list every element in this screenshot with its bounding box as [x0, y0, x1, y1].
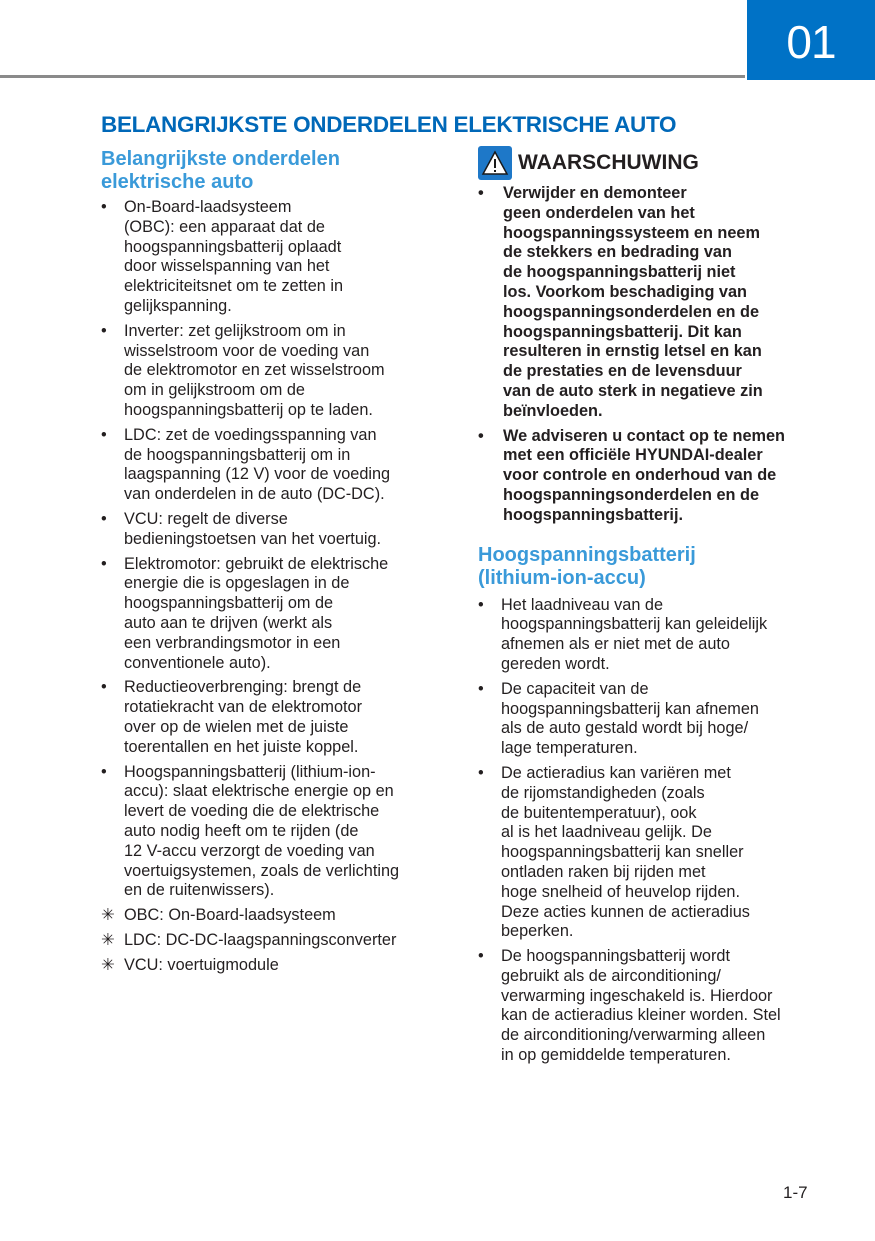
list-item-text: On-Board-laadsysteem (OBC): een apparaat dat de hoogspanningsbatterij oplaadt door wisselspanning van het elektriciteitsnet om te zetten in gelijkspanning.: [124, 198, 343, 315]
list-item: • De capaciteit van de hoogspanningsbatterij kan afnemen als de auto gestald wordt bij hoge/ lage temperaturen.: [478, 679, 759, 758]
page-title: BELANGRIJKSTE ONDERDELEN ELEKTRISCHE AUTO: [101, 112, 677, 137]
warning-triangle-icon: [478, 146, 512, 180]
asterisk-icon: ✳: [101, 930, 115, 949]
list-item: • LDC: zet de voedingsspanning van de hoogspanningsbatterij om in laagspanning (12 V) voor de voeding van onderdelen in de auto (DC-DC).: [101, 425, 391, 504]
warning-item: • We adviseren u contact op te nemen met een officiële HYUNDAI-dealer voor controle en onderhoud van de hoogspanningsonderdelen en de hoogspanningsbatterij.: [478, 426, 785, 524]
list-item: • On-Board-laadsysteem (OBC): een apparaat dat de hoogspanningsbatterij oplaadt door wisselspanning van het elektriciteitsnet om te zetten in gelijkspanning.: [101, 198, 343, 315]
list-item: • Hoogspanningsbatterij (lithium-ion- accu): slaat elektrische energie op en levert de voeding die de elektrische auto nodig heeft om te rijden (de 12 V-accu verzorgt de voeding van voertuigsystemen, zoals de verlichting en de ruitenwissers).: [101, 762, 400, 900]
asterisk-icon: ✳: [101, 906, 115, 925]
list-item: • Het laadniveau van de hoogspanningsbatterij kan geleidelijk afnemen als er niet met de auto gereden wordt.: [478, 595, 768, 673]
list-item: • Inverter: zet gelijkstroom om in wisselstroom voor de voeding van de elektromotor en zet wisselstroom om in gelijkstroom om de hoogspanningsbatterij op te laden.: [101, 321, 385, 419]
list-item-text: Het laadniveau van de hoogspanningsbatterij kan geleidelijk afnemen als er niet met de auto gereden wordt.: [501, 595, 768, 673]
list-item-text: De actieradius kan variëren met de rijomstandigheden (zoals de buitentemperatuur), ook al is het laadniveau gelijk. De hoogspanningsbatterij kan sneller ontladen raken bij rijden met hoge snelheid of heuvelop rijden. Deze acties kunnen de actieradius beperken.: [501, 763, 750, 941]
section-heading-battery: Hoogspanningsbatterij (lithium-ion-accu): [478, 543, 696, 589]
warning-label: WAARSCHUWING: [518, 151, 699, 174]
chapter-tab: 01: [747, 0, 875, 80]
right-column: [478, 146, 828, 1071]
list-item: • De hoogspanningsbatterij wordt gebruikt als de airconditioning/ verwarming ingeschakeld is. Hierdoor kan de actieradius kleiner worden. Stel de airconditioning/verwarming alleen in op gemiddelde temperaturen.: [478, 947, 781, 1065]
warning-text: We adviseren u contact op te nemen met een officiële HYUNDAI-dealer voor controle en onderhoud van de hoogspanningsonderdelen en de hoogspanningsbatterij.: [503, 426, 785, 524]
list-item-text: Hoogspanningsbatterij (lithium-ion- accu): slaat elektrische energie op en levert de voeding die de elektrische auto nodig heeft om te rijden (de 12 V-accu verzorgt de voeding van voertuigsystemen, zoals de verlichting en de ruitenwissers).: [124, 762, 400, 900]
list-item: • Elektromotor: gebruikt de elektrische energie die is opgeslagen in de hoogspanningsbatterij om de auto aan te drijven (werkt als een verbrandingsmotor in een conventionele auto).: [101, 554, 389, 672]
list-item-text: De hoogspanningsbatterij wordt gebruikt als de airconditioning/ verwarming ingeschakeld is. Hierdoor kan de actieradius kleiner worden. Stel de airconditioning/verwarming alleen in op gemiddelde temperaturen.: [501, 947, 781, 1065]
list-item-text: LDC: zet de voedingsspanning van de hoogspanningsbatterij om in laagspanning (12 V) voor de voeding van onderdelen in de auto (DC-DC).: [124, 425, 391, 504]
header-rule: [0, 75, 745, 78]
warning-text: Verwijder en demonteer geen onderdelen van het hoogspanningssysteem en neem de stekkers en bedrading van de hoogspanningsbatterij niet los. Voorkom beschadiging van hoogspanningsonderdelen en de hoogspanningsbatterij. Dit kan resulteren in ernstig letsel en kan de prestaties en de levensduur van de auto sterk in negatieve zin beïnvloeden.: [503, 184, 763, 420]
warning-item: • Verwijder en demonteer geen onderdelen van het hoogspanningssysteem en neem de stekkers en bedrading van de hoogspanningsbatterij niet los. Voorkom beschadiging van hoogspanningsonderdelen en de hoogspanningsbatterij. Dit kan resulteren in ernstig letsel en kan de prestaties en de levensduur van de auto sterk in negatieve zin beïnvloeden.: [478, 184, 763, 420]
asterisk-icon: ✳: [101, 955, 115, 974]
left-column: [101, 148, 451, 980]
list-item-text: Elektromotor: gebruikt de elektrische energie die is opgeslagen in de hoogspanningsbatterij om de auto aan te drijven (werkt als een verbrandingsmotor in een conventionele auto).: [124, 554, 389, 672]
list-item-text: De capaciteit van de hoogspanningsbatterij kan afnemen als de auto gestald wordt bij hoge/ lage temperaturen.: [501, 679, 759, 758]
list-item-text: VCU: regelt de diverse bedieningstoetsen van het voertuig.: [124, 509, 382, 548]
note-item: [101, 931, 451, 951]
components-list: [101, 198, 451, 975]
note-text: OBC: On-Board-laadsysteem: [124, 906, 336, 925]
warning-list: [478, 184, 828, 526]
note-item: [101, 906, 451, 926]
page-number: 1-7: [783, 1183, 808, 1202]
warning-header: [478, 146, 828, 180]
note-text: LDC: DC-DC-laagspanningsconverter: [124, 930, 397, 949]
section-heading-components: Belangrijkste onderdelen elektrische auto: [101, 148, 340, 193]
note-item: [101, 956, 451, 976]
list-item: • VCU: regelt de diverse bedieningstoetsen van het voertuig.: [101, 509, 382, 548]
note-text: VCU: voertuigmodule: [124, 955, 279, 974]
list-item: • Reductieoverbrenging: brengt de rotatiekracht van de elektromotor over op de wielen met de juiste toerentallen en het juiste koppel.: [101, 678, 363, 756]
list-item: • De actieradius kan variëren met de rijomstandigheden (zoals de buitentemperatuur), ook al is het laadniveau gelijk. De hoogspanningsbatterij kan sneller ontladen raken bij rijden met hoge snelheid of heuvelop rijden. Deze acties kunnen de actieradius beperken.: [478, 763, 750, 941]
list-item-text: Inverter: zet gelijkstroom om in wisselstroom voor de voeding van de elektromotor en zet wisselstroom om in gelijkstroom om de hoogspanningsbatterij op te laden.: [124, 321, 385, 419]
battery-list: [478, 596, 828, 1066]
list-item-text: Reductieoverbrenging: brengt de rotatiekracht van de elektromotor over op de wielen met de juiste toerentallen en het juiste koppel.: [124, 678, 363, 756]
